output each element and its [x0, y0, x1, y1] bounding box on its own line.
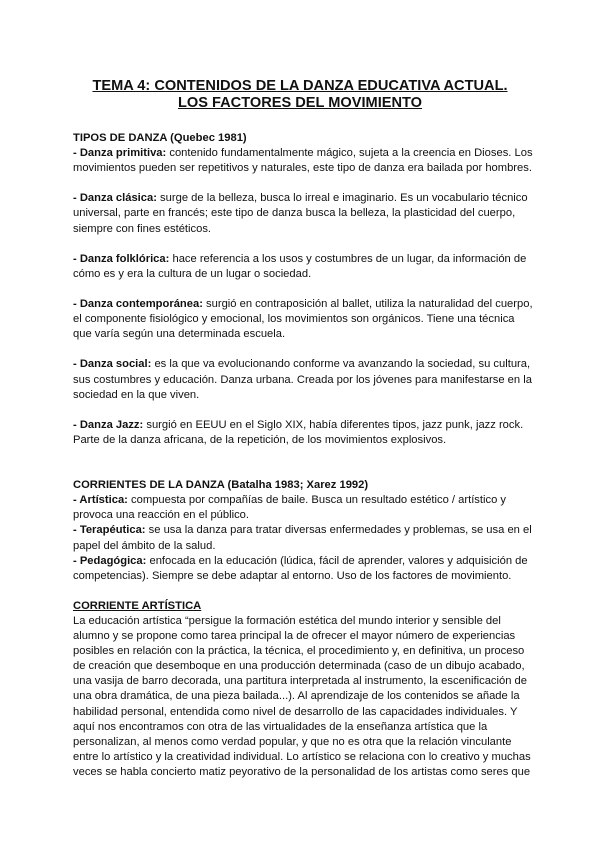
term-danza-primitiva: - Danza primitiva: [73, 147, 167, 160]
term-danza-social: - Danza social: [73, 358, 152, 371]
paragraph-danza-contemporanea [73, 297, 533, 342]
paragraph-corriente-artistica: La educación artística “persigue la formación estética del mundo interior y sensible del alumno y se propone como tarea principal la de ofrecer el mayor número de experiencias posibles en relación con la práctica, la técnica, el procedimiento y, en definitiva, un proceso de creación que desemboque en una producción determinada (caso de un dibujo acabado, una vasija de barro decorada, una partitura interpretada al instrumento, la escenificación de una obra dramática, de una pieza bailada...). Al aprendizaje de los contenidos se añade la habilidad personal, entendida como nivel de desarrollo de las capacidades individuales. Y aquí nos encontramos con otra de las virtualidades de la enseñanza artística que la personalizan, al menos como verdad popular, y que no es otra que la relación vinculante entre lo artístico y la creatividad individual. Lo artístico se relaciona con lo creativo y muchas veces se habla concierto matiz peyorativo de la personalidad de los artistas como seres que [73, 615, 531, 778]
term-danza-jazz: - Danza Jazz: [73, 418, 144, 431]
section-heading-tipos: TIPOS DE DANZA (Quebec 1981) [73, 132, 247, 144]
paragraph-danza-jazz [73, 418, 533, 448]
term-pedagogica: - Pedagógica: [73, 554, 147, 567]
text-danza-jazz: surgió en EEUU en el Siglo XIX, había diferentes tipos, jazz punk, jazz rock. Parte de la danza africana, de la repetición, de los movimientos explosivos. [73, 418, 524, 446]
term-danza-contemporanea: - Danza contemporánea: [73, 298, 203, 311]
term-danza-clasica: - Danza clásica: [73, 192, 157, 205]
text-artistica: compuesta por compañías de baile. Busca un resultado estético / artístico y provoca una reacción en el público. [73, 494, 507, 522]
paragraph-danza-clasica [73, 191, 533, 236]
text-danza-contemporanea: surgió en contraposición al ballet, utiliza la naturalidad del cuerpo, el componente fisiológico y emocional, los movimientos son orgánicos. Tiene una técnica que varía según una determinada escuela. [73, 298, 533, 341]
paragraph-terapeutica [73, 523, 533, 553]
text-pedagogica: enfocada en la educación (lúdica, fácil de aprender, valores y adquisición de competencias). Siempre se debe adaptar al entorno. Uso de los factores de movimiento. [73, 554, 528, 582]
paragraph-danza-folklorica [73, 252, 533, 282]
text-danza-folklorica: hace referencia a los usos y costumbres de un lugar, da información de cómo es y era la cultura de un lugar o sociedad. [73, 252, 527, 280]
text-danza-social: es la que va evolucionando conforme va avanzando la sociedad, su cultura, sus costumbres y educación. Danza urbana. Creada por los jóvenes para manifestarse en la sociedad en la que viven. [73, 358, 532, 401]
section-heading-corriente-artistica: CORRIENTE ARTÍSTICA [73, 599, 202, 612]
paragraph-danza-social [73, 357, 533, 402]
paragraph-danza-primitiva [73, 146, 533, 176]
term-danza-folklorica: - Danza folklórica: [73, 252, 170, 265]
paragraph-pedagogica [73, 554, 533, 584]
section-heading-corrientes: CORRIENTES DE LA DANZA (Batalha 1983; Xarez 1992) [73, 479, 369, 492]
document-body [73, 131, 533, 780]
term-terapeutica: - Terapéutica: [73, 524, 146, 537]
text-danza-primitiva: contenido fundamentalmente mágico, sujeta a la creencia en Dioses. Los movimientos pueden ser repetitivos y naturales, este tipo de danza era bailada por hombres. [73, 147, 533, 175]
document-title-line-2: LOS FACTORES DEL MOVIMIENTO [177, 95, 423, 111]
paragraph-artistica [73, 493, 533, 523]
document-title-line-1: TEMA 4: CONTENIDOS DE LA DANZA EDUCATIVA ACTUAL. [92, 78, 508, 94]
term-artistica: - Artística: [73, 494, 128, 507]
text-terapeutica: se usa la danza para tratar diversas enfermedades y problemas, se usa en el papel del ámbito de la salud. [73, 524, 532, 552]
text-danza-clasica: surge de la belleza, busca lo irreal e imaginario. Es un vocabulario técnico universal, parte en francés; este tipo de danza busca la belleza, la plasticidad del cuerpo, siempre con fines estéticos. [73, 192, 528, 235]
